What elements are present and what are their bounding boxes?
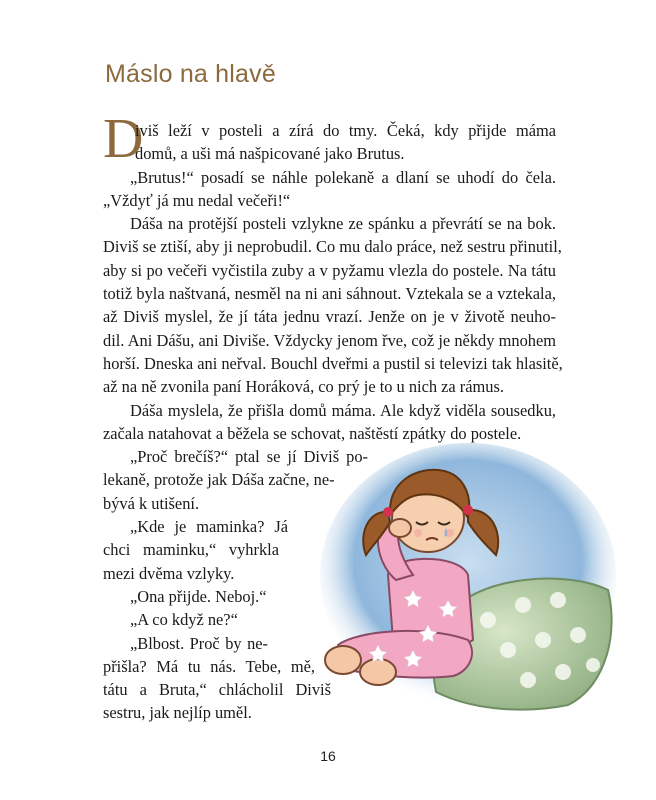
text-line: Dáša myslela, že přišla domů máma. Ale když viděla sousedku,	[130, 400, 556, 420]
text-line: lekaně, protože jak Dáša začne, ne-	[103, 470, 335, 490]
text-line: „Vždyť já mu nedal večeři!“	[103, 190, 291, 210]
text-line: začala natahovat a běžela se schovat, naštěstí zpátky do postele.	[103, 423, 522, 443]
text-line: iviš leží v posteli a zírá do tmy. Čeká, kdy přijde máma	[135, 121, 556, 140]
text-line: dil. Ani Dášu, ani Diviše. Vždycky jenom řve, což je někdy mnohem	[103, 330, 556, 350]
text-line: Diviš se ztiší, aby ji neprobudil. Co mu dalo práce, než sestru přinutil,	[103, 237, 562, 257]
text-line: domů, a uši má našpicované jako Brutus.	[135, 144, 405, 164]
text-line: bývá k utišení.	[103, 493, 200, 513]
text-line: Dáša na protější posteli vzlykne ze spánku a převrátí se na bok.	[130, 214, 556, 234]
text-line: horší. Dneska ani neřval. Bouchl dveřmi a pustil si televizi tak hlasitě,	[103, 353, 563, 373]
text-line: totiž byla naštvaná, nesměl na ni ani sáhnout. Vztekala se a vztekala,	[103, 284, 556, 304]
text-line: „Kde je maminka? Já	[130, 517, 288, 537]
text-line: aby si po večeři vyčistila zuby a v pyžamu vlezla do postele. Na tátu	[103, 260, 556, 280]
chapter-title: Máslo na hlavě	[105, 60, 276, 88]
text-line: „A co když ne?“	[130, 610, 238, 630]
text-line: „Proč brečíš?“ ptal se jí Diviš po-	[130, 447, 368, 467]
drop-cap: D	[103, 108, 144, 170]
text-line: až Diviš myslel, že jí táta jednu vrazí. Jenže on je v životě neuho-	[103, 307, 556, 327]
crying-girl-illustration	[318, 440, 618, 730]
text-line: chci maminku,“ vyhrkla	[103, 540, 279, 560]
text-line: „Brutus!“ posadí se náhle polekaně a dlaní se uhodí do čela.	[130, 167, 556, 187]
text-line: „Ona přijde. Neboj.“	[130, 586, 267, 606]
text-line: mezi dvěma vzlyky.	[103, 563, 235, 583]
text-line: tátu a Bruta,“ chlácholil Diviš	[103, 680, 331, 700]
text-line: přišla? Má tu nás. Tebe, mě,	[103, 656, 315, 676]
text-line: až na ně zvonila paní Horáková, co prý je to u nich za rámus.	[103, 377, 504, 397]
text-line: „Blbost. Proč by ne-	[130, 633, 268, 653]
text-line: sestru, jak nejlíp uměl.	[103, 703, 252, 723]
page-number: 16	[320, 748, 336, 764]
